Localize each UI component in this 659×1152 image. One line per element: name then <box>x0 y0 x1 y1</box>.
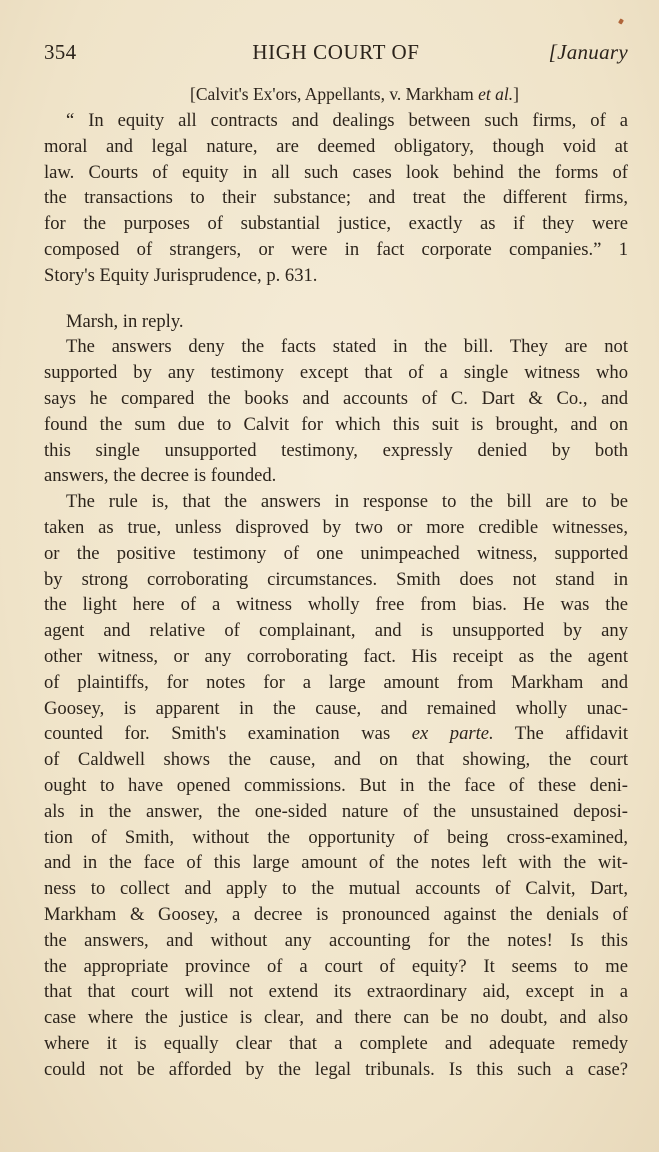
case-caption-italic: et al. <box>478 84 514 104</box>
quote-line: law. Courts of equity in all such cases look behind the forms of <box>44 161 628 183</box>
paragraph-line: Goosey, is apparent in the cause, and remained wholly unac- <box>44 697 628 719</box>
paragraph-line: where it is equally clear that a complete and adequate remedy <box>44 1032 628 1054</box>
paragraph-line: and in the face of this large amount of the notes left with the wit- <box>44 852 628 874</box>
running-header <box>44 40 628 70</box>
paragraph-line: The answers deny the facts stated in the bill. They are not <box>66 336 628 358</box>
exparte-italic: ex parte. <box>411 723 494 745</box>
paragraph-line: of Caldwell shows the cause, and on that showing, the court <box>44 749 628 771</box>
section-gap <box>44 289 628 309</box>
quote-line: moral and legal nature, are deemed obligatory, though void at <box>44 135 628 157</box>
paragraph-line: this single unsupported testimony, expressly denied by both <box>44 439 628 461</box>
paragraph-line: ought to have opened commissions. But in the face of these deni- <box>44 774 628 796</box>
quote-line: for the purposes of substantial justice, exactly as if they were <box>44 213 628 235</box>
paragraph-line: ness to collect and apply to the mutual accounts of Calvit, Dart, <box>44 878 628 900</box>
quote-line: “ In equity all contracts and dealings between such firms, of a <box>66 110 628 131</box>
paragraph-line-exparte <box>44 721 628 747</box>
paragraph-line: says he compared the books and accounts of C. Dart & Co., and <box>44 387 628 409</box>
paragraph-line: or the positive testimony of one unimpeached witness, supported <box>44 542 628 564</box>
paragraph-line: the answers, and without any accounting for the notes! Is this <box>44 929 628 951</box>
paragraph-2 <box>44 489 628 1082</box>
quote-line: composed of strangers, or were in fact corporate companies.” 1 <box>44 238 628 260</box>
reply-heading: Marsh, in reply. <box>66 310 184 332</box>
paragraph-line: als in the answer, the one-sided nature of the unsustained deposi- <box>44 800 628 822</box>
case-caption-text: [Calvit's Ex'ors, Appellants, v. Markham <box>190 84 474 104</box>
paragraph-line: of plaintiffs, for notes for a large amount from Markham and <box>44 671 628 693</box>
paragraph-line: by strong corroborating circumstances. Smith does not stand in <box>44 568 628 590</box>
running-month: [January <box>548 40 628 64</box>
paragraph-line: case where the justice is clear, and there can be no doubt, and also <box>44 1007 628 1029</box>
paragraph-1 <box>44 334 628 489</box>
paragraph-line: other witness, or any corroborating fact. His receipt as the agent <box>44 645 628 667</box>
exparte-before: counted for. Smith's examination was <box>44 723 391 745</box>
case-caption <box>0 84 659 105</box>
page-number: 354 <box>44 40 77 64</box>
paragraph-line: the appropriate province of a court of equity? It seems to me <box>44 955 628 977</box>
paragraph-line: that that court will not extend its extraordinary aid, except in a <box>44 981 628 1003</box>
paragraph-line: answers, the decree is founded. <box>44 465 277 487</box>
paragraph-line: found the sum due to Calvit for which this suit is brought, and on <box>44 413 628 435</box>
paragraph-line: the light here of a witness wholly free from bias. He was the <box>44 594 628 616</box>
paragraph-line: Markham & Goosey, a decree is pronounced against the denials of <box>44 903 628 925</box>
body-text <box>44 108 628 1082</box>
case-caption-bracket: ] <box>513 84 519 104</box>
ink-spot <box>618 18 624 24</box>
paragraph-line: could not be afforded by the legal tribunals. Is this such a case? <box>44 1058 628 1080</box>
running-title: HIGH COURT OF <box>252 40 420 64</box>
paragraph-line: The rule is, that the answers in response to the bill are to be <box>66 491 628 513</box>
paragraph-line: taken as true, unless disproved by two or more credible witnesses, <box>44 516 628 538</box>
paragraph-line: agent and relative of complainant, and is unsupported by any <box>44 620 628 642</box>
quote-line: the transactions to their substance; and treat the different firms, <box>44 187 628 209</box>
paragraph-line: supported by any testimony except that of a single witness who <box>44 362 628 384</box>
quote-line: Story's Equity Jurisprudence, p. 631. <box>44 264 318 286</box>
exparte-after: The affidavit <box>514 723 629 745</box>
quote-block <box>44 108 628 289</box>
paragraph-line: tion of Smith, without the opportunity of being cross-examined, <box>44 826 628 848</box>
